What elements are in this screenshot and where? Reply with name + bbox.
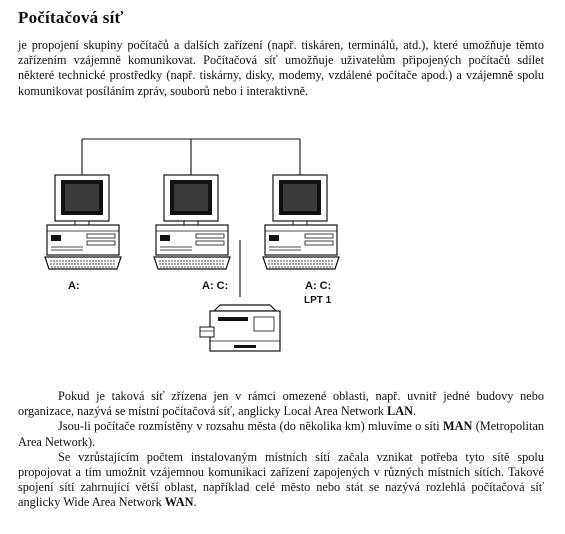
- lan-text-end: .: [412, 404, 417, 419]
- network-diagram-svg: [30, 125, 530, 375]
- computer-icon-3: [263, 175, 339, 269]
- printer-port-label: LPT 1: [304, 295, 332, 306]
- wan-text-end: .: [193, 495, 197, 510]
- computer-icon-1: [45, 175, 121, 269]
- pc3-drive-label: A: C:: [305, 280, 332, 292]
- man-text: Jsou-li počítače rozmístěny v rozsahu města (do několika km) mluvíme o síti: [58, 419, 443, 434]
- lan-abbreviation: LAN: [387, 404, 413, 419]
- man-paragraph: [18, 419, 544, 449]
- wan-abbreviation: WAN: [164, 495, 194, 510]
- lan-text: Pokud je taková síť zřízena jen v rámci omezené oblasti, např. uvnitř jedné budovy nebo organizace, nazývá se místní počítačová síť, anglicky Local Area Network: [18, 389, 544, 419]
- network-diagram: [30, 125, 530, 375]
- wan-text: Se vzrůstajícím počtem instalovaným místních sítí začala vznikat potřeba tyto sítě spolu propojovat a tím umožnit vzájemnou komunikaci zařízení zapojených v různých místních sítích. Takové spojení sítí zahrnující větší oblast, například celé město nebo stát se nazývá rozlehlá počítačová síť anglicky Wide Area Network: [18, 449, 544, 510]
- pc2-drive-label: A: C:: [202, 280, 229, 292]
- printer-icon: [200, 305, 280, 351]
- intro-text: je propojení skupiny počítačů a dalších zařízení (např. tiskáren, terminálů, atd.), které umožňuje těmto zařízením vzájemně komunikovat. Počítačová síť umožňuje uživatelům připojených počítačů sdílet některé technické prostředky (např. tiskárny, disky, modemy, vzdálené počítače apod.) a vzájemně spolu komunikovat posíláním zpráv, souborů nebo i interaktivně.: [18, 38, 544, 98]
- network-types-text: [18, 389, 544, 511]
- computer-icon-2: [154, 175, 230, 269]
- lan-paragraph: [18, 389, 544, 419]
- wan-paragraph: [18, 450, 544, 511]
- man-abbreviation: MAN: [442, 419, 473, 434]
- intro-paragraph: [18, 38, 544, 99]
- man-text-end: (Metropolitan Area Network).: [18, 419, 544, 449]
- page-title: Počítačová síť: [18, 8, 124, 27]
- pc1-drive-label: A:: [68, 280, 80, 292]
